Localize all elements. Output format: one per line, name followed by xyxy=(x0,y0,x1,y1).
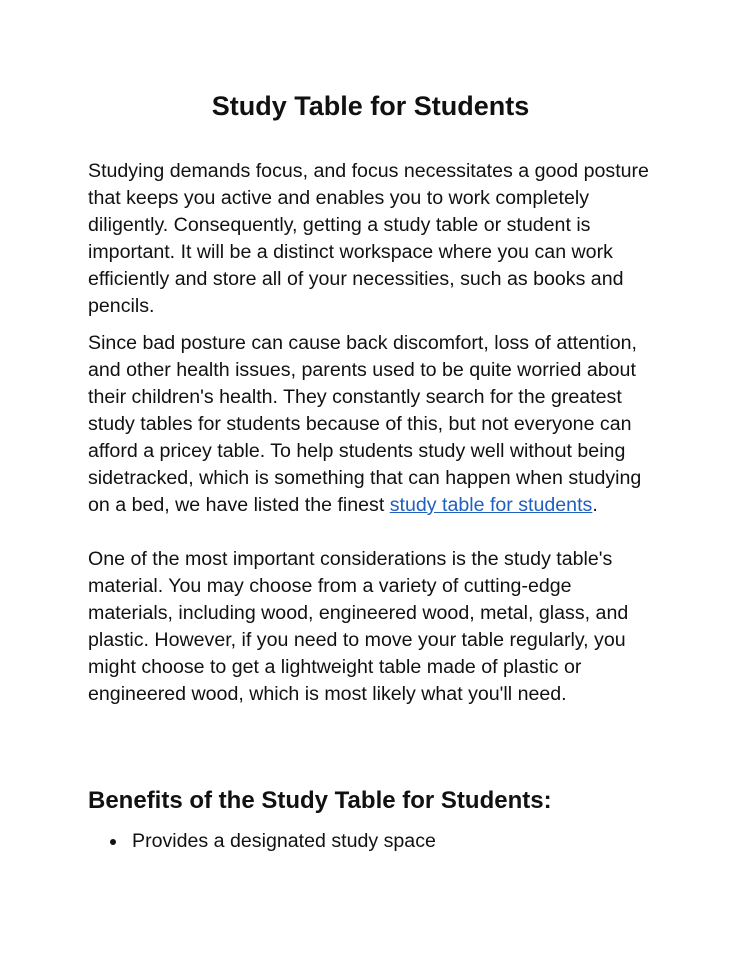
study-table-link[interactable]: study table for students xyxy=(389,494,593,516)
intro-paragraph: Studying demands focus, and focus necessitates a good posture that keeps you active and enables you to work completely diligently. Consequently, getting a study table or student is important. It will be a distinct workspace where you can work efficiently and store all of your necessities, such as books and pencils. xyxy=(88,160,649,317)
posture-paragraph-end: . xyxy=(592,494,598,516)
bullet-icon xyxy=(110,839,116,845)
document-title: Study Table for Students xyxy=(211,91,530,121)
list-item xyxy=(88,828,436,855)
posture-paragraph-text: Since bad posture can cause back discomfort, loss of attention, and other health issues, parents used to be quite worried about their children's health. They constantly search for the greatest study tables for students because of this, but not everyone can afford a pricey table. To help students study well without being sidetracked, which is something that can happen when studying on a bed, we have listed the finest xyxy=(88,332,642,516)
material-paragraph: One of the most important considerations is the study table's material. You may choose from a variety of cutting-edge materials, including wood, engineered wood, metal, glass, and plastic. However, if you need to move your table regularly, you might choose to get a lightweight table made of plastic or engineered wood, which is most likely what you'll need. xyxy=(88,548,629,705)
benefits-heading: Benefits of the Study Table for Students: xyxy=(88,787,552,814)
posture-paragraph xyxy=(88,330,654,519)
list-item-text: Provides a designated study space xyxy=(132,830,436,852)
benefits-list xyxy=(88,828,436,855)
